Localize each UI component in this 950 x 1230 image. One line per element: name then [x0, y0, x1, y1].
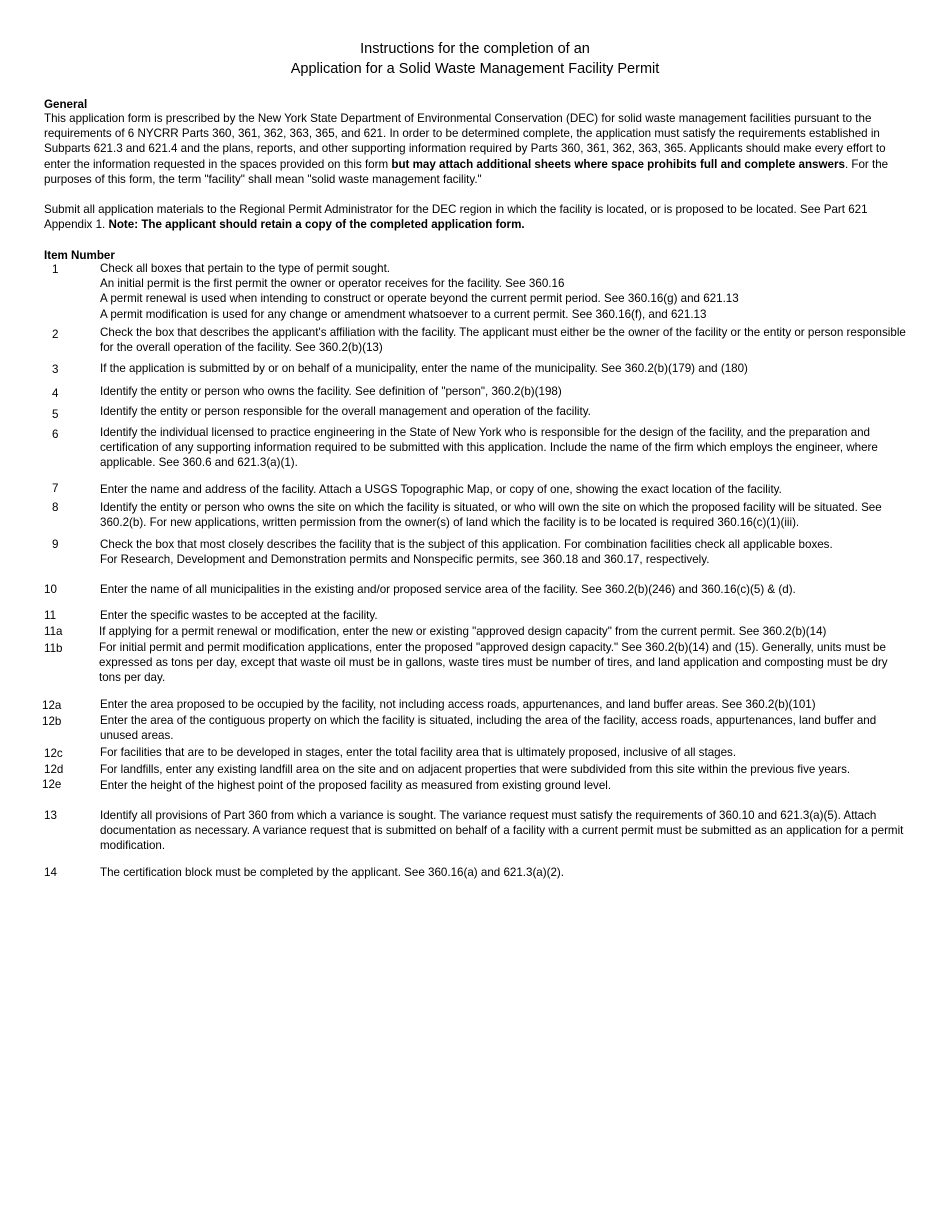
item-number: 12c: [44, 747, 63, 760]
item-number: 7: [52, 482, 59, 495]
general-paragraph-1: [44, 111, 910, 187]
item-line: Check all boxes that pertain to the type of permit sought.: [100, 262, 391, 275]
item-text-2: Check the box that describes the applicant's affiliation with the facility. The applicant must either be the owner of the facility or the entity or person responsible for the overall operation of the facility. See 360.2(b)(13): [100, 326, 906, 355]
item-text-1: [100, 261, 912, 322]
item-line: An initial permit is the first permit the owner or operator receives for the facility. See 360.16: [100, 277, 565, 291]
item-number: 14: [44, 866, 57, 879]
page-title-line-1: Instructions for the completion of an: [360, 41, 590, 57]
item-text-8: Identify the entity or person who owns the site on which the facility is situated, or who will own the site on which the proposed facility will be situated. See 360.2(b). For new applications, written permission from the owner(s) of land which the facility is to be located is required 360.16(c)(1)(iii).: [100, 501, 882, 530]
item-text-5: Identify the entity or person responsible for the overall management and operation of the facility.: [100, 405, 591, 418]
item-number: 6: [52, 428, 59, 441]
item-line: For Research, Development and Demonstration permits and Nonspecific permits, see 360.18 and 360.17, respectively.: [100, 553, 710, 567]
item-number: 5: [52, 408, 59, 421]
item-number: 1: [52, 263, 59, 276]
item-number: 12e: [42, 778, 62, 791]
item-text-11: Enter the specific wastes to be accepted at the facility.: [100, 609, 378, 622]
general-heading: General: [44, 98, 88, 111]
item-number: 2: [52, 328, 59, 341]
item-text-11a: If applying for a permit renewal or modification, enter the new or existing "approved design capacity" from the current permit. See 360.2(b)(14): [99, 625, 827, 638]
item-line: A permit renewal is used when intending to construct or operate beyond the current permit period. See 360.16(g) and 621.13: [100, 292, 739, 306]
page-title-line-2: Application for a Solid Waste Management Facility Permit: [290, 61, 660, 77]
general-p1-text: This application form is prescribed by the New York State Department of Environmental Conservation (DEC) for solid waste management facilities pursuant to the requirements of 6 NYCRR Parts 360, 361, 362, 363, 365, and 621. In order to be determined complete, the application must satisfy the requirements established in Subparts 621.3 and 621.4 and the plans, reports, and other supporting information required by Parts 360, 361, 362, 363, 365. Applicants should make every effort to enter the information requested in the spaces provided on this form: [44, 112, 886, 171]
item-text-6: Identify the individual licensed to practice engineering in the State of New York who is responsible for the design of the facility, and the preparation and certification of any supporting information required to be submitted with this application. Include the name of the firm which employs the engineer, where applicable. See 360.6 and 621.3(a)(1).: [100, 426, 878, 470]
item-text-9: [100, 537, 912, 567]
item-text-11b: For initial permit and permit modification applications, enter the proposed "approved design capacity." See 360.2(b)(14) and (15). Generally, units must be expressed as tons per day, except that waste oil must be in gallons, waste tires must be number of tires, and land application and composting must be dry tons per day.: [99, 641, 888, 685]
item-text-12e: Enter the height of the highest point of the proposed facility as measured from existing ground level.: [100, 779, 612, 792]
item-number: 4: [52, 387, 59, 400]
item-number: 9: [52, 538, 59, 551]
general-p1-text-end: . For the purposes of this form, the term "facility" shall mean "solid waste management facility.": [44, 157, 889, 186]
item-text-14: The certification block must be completed by the applicant. See 360.16(a) and 621.3(a)(2).: [100, 866, 565, 879]
item-number: 3: [52, 363, 59, 376]
item-number: 11a: [44, 625, 63, 638]
general-p2-text: Submit all application materials to the Regional Permit Administrator for the DEC region in which the facility is located, or is proposed to be located. See Part 621 Appendix 1.: [44, 203, 868, 232]
item-text-12d: For landfills, enter any existing landfill area on the site and on adjacent properties that were subdivided from this site within the previous five years.: [100, 763, 851, 776]
item-number: 11: [44, 609, 57, 622]
item-text-7: Enter the name and address of the facility. Attach a USGS Topographic Map, or copy of one, showing the exact location of the facility.: [100, 483, 782, 496]
item-number: 10: [44, 583, 57, 596]
item-number-heading: Item Number: [44, 249, 115, 262]
item-number: 11b: [44, 642, 63, 655]
item-text-4: Identify the entity or person who owns the facility. See definition of "person", 360.2(b)(198): [100, 385, 562, 398]
item-text-12b: Enter the area of the contiguous property on which the facility is situated, including the area of the facility, access roads, appurtenances, land buffer and unused areas.: [100, 714, 877, 743]
item-line: Check the box that most closely describes the facility that is the subject of this application. For combination facilities check all applicable boxes.: [100, 538, 833, 551]
item-text-10: Enter the name of all municipalities in the existing and/or proposed service area of the facility. See 360.2(b)(246) and 360.16(c)(5) & (d).: [100, 583, 796, 596]
item-number: 12d: [44, 763, 64, 776]
item-line: A permit modification is used for any change or amendment whatsoever to a current permit. See 360.16(f), and 621.13: [100, 307, 707, 321]
item-text-3: If the application is submitted by or on behalf of a municipality, enter the name of the municipality. See 360.2(b)(179) and (180): [100, 362, 748, 375]
item-number: 12a: [42, 699, 62, 712]
item-number: 13: [44, 809, 57, 822]
item-text-13: Identify all provisions of Part 360 from which a variance is sought. The variance request must satisfy the requirements of 360.10 and 621.3(a)(5). Attach documentation as necessary. A variance request that is submitted on behalf of a facility with a current permit must be submitted as an application for a permit modification.: [100, 809, 904, 853]
general-p2-note: Note: The applicant should retain a copy of the completed application form.: [108, 218, 525, 232]
item-text-12c: For facilities that are to be developed in stages, enter the total facility area that is ultimately proposed, inclusive of all stages.: [100, 746, 737, 759]
item-text-12a: Enter the area proposed to be occupied by the facility, not including access roads, appurtenances, and land buffer areas. See 360.2(b)(101): [100, 698, 816, 711]
item-number: 8: [52, 501, 59, 514]
item-number: 12b: [42, 715, 62, 728]
general-paragraph-2: [44, 202, 910, 232]
general-p1-bold: but may attach additional sheets where space prohibits full and complete answers: [391, 157, 845, 171]
